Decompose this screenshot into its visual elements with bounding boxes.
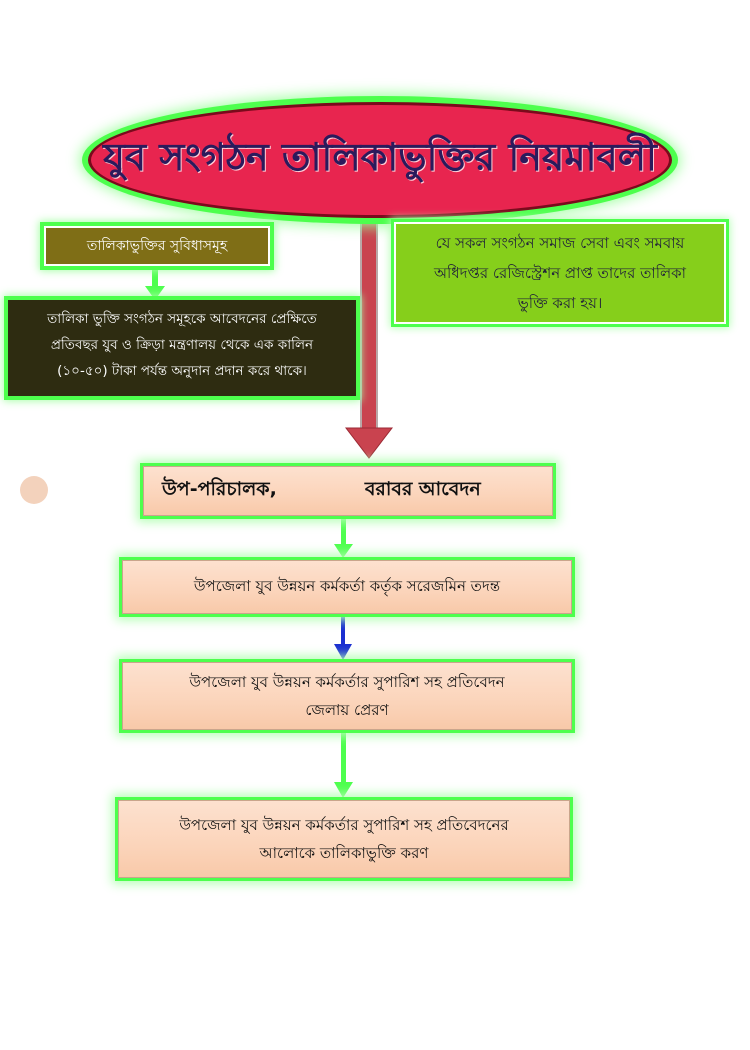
step-enlistment-line-1: উপজেলা যুব উন্নয়ন কর্মকর্তার সুপারিশ সহ প্রতিবেদনের	[179, 816, 509, 834]
eligibility-box	[394, 222, 726, 324]
step-report-line-1: উপজেলা যুব উন্নয়ন কর্মকর্তার সুপারিশ সহ প্রতিবেদন	[189, 673, 505, 691]
eligibility-line-2: অধিদপ্তর রেজিস্ট্রেশন প্রাপ্ত তাদের তালিকা	[433, 264, 687, 282]
step-report	[122, 662, 572, 730]
benefits-description	[8, 300, 356, 396]
page-title: যুব সংগঠন তালিকাভুক্তির নিয়মাবলী	[103, 134, 657, 179]
step-apply-right: বরাবর আবেদন	[364, 478, 481, 500]
benefit-arrow	[145, 264, 165, 300]
benefits-line-1: তালিকা ভুক্তি সংগঠন সমূহকে আবেদনের প্রেক্ষিতে	[47, 311, 317, 327]
step-report-line-2: জেলায় প্রেরণ	[305, 701, 389, 719]
step-enlistment	[118, 800, 570, 878]
arrow-step3-step4	[334, 732, 353, 798]
eligibility-line-1: যে সকল সংগঠন সমাজ সেবা এবং সমবায়	[435, 234, 685, 252]
arrow-step1-step2	[334, 518, 353, 558]
step-apply-left: উপ-পরিচালক,	[162, 478, 277, 500]
step-enlistment-line-2: আলোকে তালিকাভুক্তি করণ	[259, 844, 429, 862]
step-investigation-text: উপজেলা যুব উন্নয়ন কর্মকর্তা কর্তৃক সরেজমিন তদন্ত	[193, 576, 501, 595]
step-investigation	[122, 560, 572, 614]
benefits-line-3: (১০-৫০) টাকা পর্যন্ত অনুদান প্রদান করে থাকে।	[57, 363, 307, 379]
benefits-line-2: প্রতিবছর যুব ও ক্রিড়া মন্ত্রণালয় থেকে এক কালিন	[50, 337, 314, 353]
benefits-label: তালিকাভুক্তির সুবিধাসমূহ	[44, 226, 270, 266]
step-apply	[143, 466, 553, 516]
title-banner	[88, 102, 672, 218]
arrow-step2-step3	[334, 616, 352, 660]
eligibility-line-3: ভুক্তি করা হয়।	[517, 294, 603, 312]
decorative-dot	[20, 476, 48, 504]
